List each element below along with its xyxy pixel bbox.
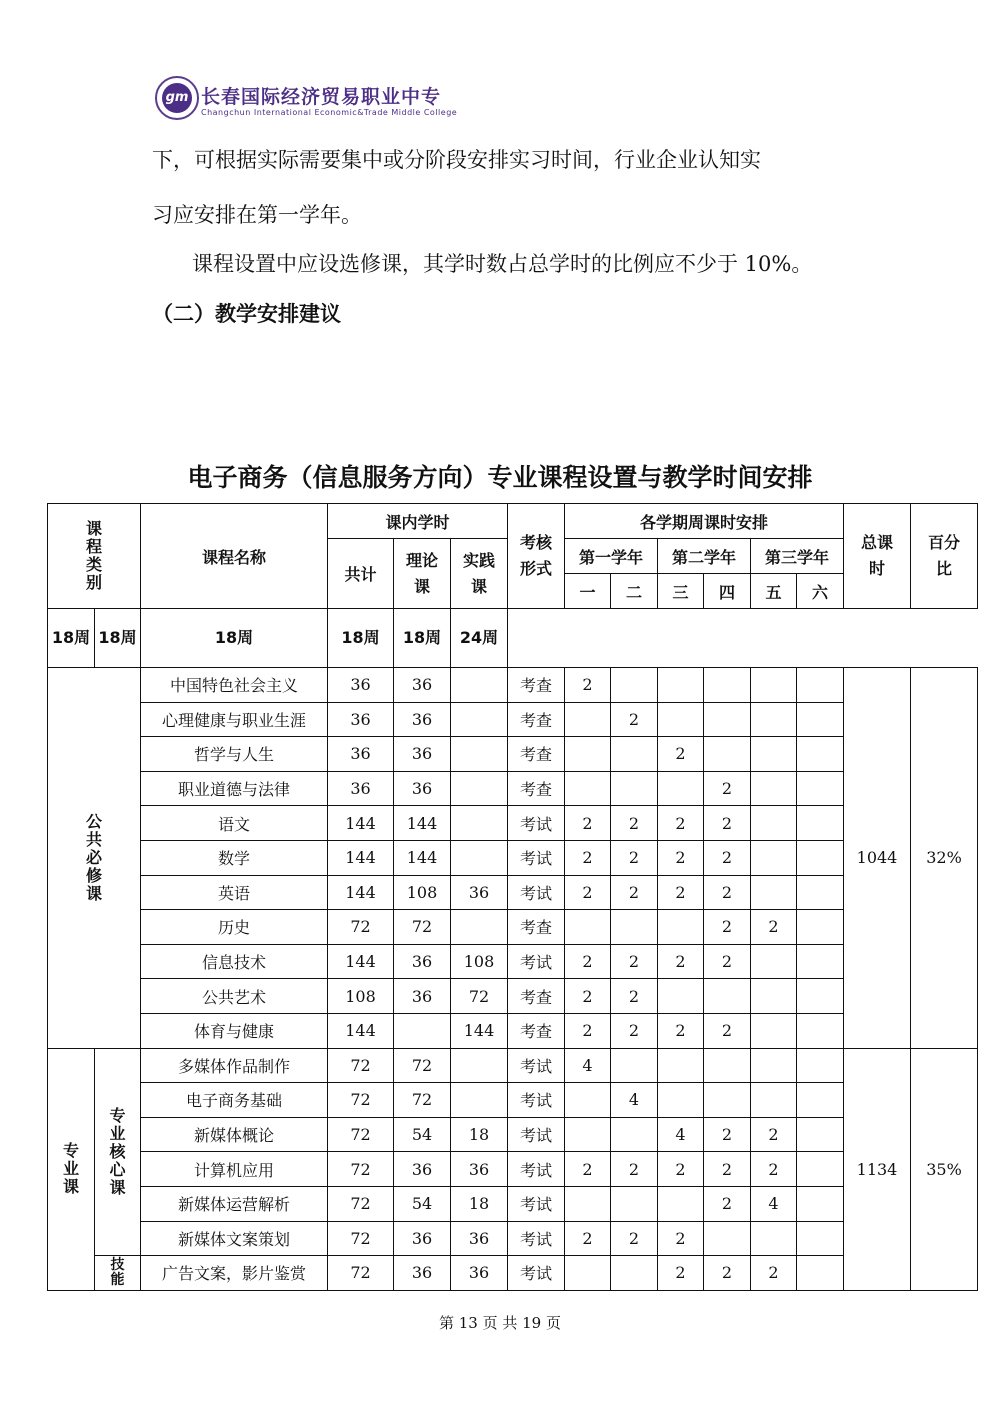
table-row: [48, 1152, 978, 1187]
subcategory-major-core: 专业核心课: [95, 1048, 141, 1256]
theory-hours-cell: 72: [394, 910, 451, 945]
exam-form-cell: 考试: [508, 1186, 565, 1221]
semester-hours-cell: [704, 1083, 751, 1118]
header-total: 共计: [328, 539, 394, 609]
total-hours-cell: 144: [328, 840, 394, 875]
semester-hours-cell: [797, 875, 844, 910]
total-hours-cell: 72: [328, 1048, 394, 1083]
semester-hours-cell: [797, 1048, 844, 1083]
practice-hours-cell: 72: [451, 979, 508, 1014]
semester-hours-cell: 2: [704, 1256, 751, 1291]
header-exam-form: 考核形式: [508, 504, 565, 609]
semester-hours-cell: 4: [611, 1083, 658, 1118]
practice-hours-cell: [451, 771, 508, 806]
exam-form-cell: 考试: [508, 1048, 565, 1083]
theory-hours-cell: 72: [394, 1048, 451, 1083]
semester-hours-cell: 2: [565, 668, 611, 703]
practice-hours-cell: 18: [451, 1186, 508, 1221]
semester-hours-cell: [751, 1048, 797, 1083]
header-category: 课程类别: [48, 504, 141, 609]
semester-hours-cell: [797, 979, 844, 1014]
semester-hours-cell: 2: [658, 806, 704, 841]
practice-hours-cell: [451, 737, 508, 772]
exam-form-cell: 考查: [508, 1013, 565, 1048]
theory-hours-cell: 36: [394, 668, 451, 703]
total-hours-cell: 108: [328, 979, 394, 1014]
semester-hours-cell: [611, 1117, 658, 1152]
semester-hours-cell: [751, 702, 797, 737]
semester-hours-cell: [658, 771, 704, 806]
semester-hours-cell: [797, 944, 844, 979]
theory-hours-cell: 36: [394, 979, 451, 1014]
practice-hours-cell: 36: [451, 1152, 508, 1187]
table-row: [48, 1048, 978, 1083]
course-name: 职业道德与法律: [141, 771, 328, 806]
semester-hours-cell: [751, 840, 797, 875]
paragraph-line-2: 习应安排在第一学年。: [152, 203, 362, 227]
table-row: [48, 979, 978, 1014]
table-row: [48, 1221, 978, 1256]
semester-hours-cell: 2: [565, 840, 611, 875]
semester-hours-cell: 4: [658, 1117, 704, 1152]
semester-hours-cell: 2: [658, 1013, 704, 1048]
group-percent: 35%: [911, 1048, 978, 1290]
semester-hours-cell: [751, 875, 797, 910]
semester-hours-cell: [797, 1186, 844, 1221]
semester-hours-cell: [565, 1186, 611, 1221]
header-semester: 三: [658, 574, 704, 609]
total-hours-cell: 36: [328, 668, 394, 703]
theory-hours-cell: 72: [394, 1083, 451, 1118]
semester-hours-cell: 2: [704, 944, 751, 979]
semester-hours-cell: 2: [565, 1013, 611, 1048]
school-name-cn: 长春国际经济贸易职业中专: [201, 86, 442, 108]
course-name: 公共艺术: [141, 979, 328, 1014]
table-row: [48, 806, 978, 841]
theory-hours-cell: 54: [394, 1186, 451, 1221]
header-year-3: 第三学年: [751, 539, 844, 574]
practice-hours-cell: [451, 1083, 508, 1118]
school-name-en: Changchun International Economic&Trade Middle College: [201, 108, 458, 117]
total-hours-cell: 72: [328, 910, 394, 945]
total-hours-cell: 36: [328, 702, 394, 737]
semester-hours-cell: [797, 702, 844, 737]
section-heading: （二）教学安排建议: [152, 302, 341, 326]
practice-hours-cell: 18: [451, 1117, 508, 1152]
semester-hours-cell: [704, 1221, 751, 1256]
semester-hours-cell: 2: [704, 875, 751, 910]
exam-form-cell: 考试: [508, 944, 565, 979]
header-total-hours: 总课时: [844, 504, 911, 609]
table-row: [48, 668, 978, 703]
semester-hours-cell: [751, 944, 797, 979]
total-hours-cell: 144: [328, 875, 394, 910]
table-row: [48, 1186, 978, 1221]
practice-hours-cell: [451, 910, 508, 945]
semester-hours-cell: [565, 702, 611, 737]
semester-hours-cell: [797, 1013, 844, 1048]
semester-hours-cell: 2: [565, 806, 611, 841]
semester-hours-cell: 2: [751, 1152, 797, 1187]
semester-hours-cell: [658, 702, 704, 737]
total-hours-cell: 36: [328, 737, 394, 772]
semester-hours-cell: 2: [751, 1256, 797, 1291]
semester-hours-cell: [658, 979, 704, 1014]
semester-hours-cell: [611, 1186, 658, 1221]
semester-hours-cell: [658, 910, 704, 945]
course-name: 心理健康与职业生涯: [141, 702, 328, 737]
semester-hours-cell: 2: [611, 875, 658, 910]
semester-hours-cell: 2: [565, 1152, 611, 1187]
semester-hours-cell: 2: [658, 737, 704, 772]
semester-hours-cell: [797, 737, 844, 772]
header-theory: 理论课: [394, 539, 451, 609]
semester-hours-cell: [704, 702, 751, 737]
semester-hours-cell: 2: [565, 1221, 611, 1256]
course-name: 语文: [141, 806, 328, 841]
exam-form-cell: 考试: [508, 1083, 565, 1118]
course-schedule-table: [47, 503, 978, 1291]
theory-hours-cell: 144: [394, 840, 451, 875]
semester-hours-cell: 2: [658, 1152, 704, 1187]
emblem-letters: gm: [162, 83, 192, 113]
semester-hours-cell: 2: [658, 875, 704, 910]
semester-hours-cell: [704, 979, 751, 1014]
semester-hours-cell: [565, 771, 611, 806]
exam-form-cell: 考试: [508, 806, 565, 841]
semester-hours-cell: 2: [611, 840, 658, 875]
paragraph-line-3: 课程设置中应设选修课，其学时数占总学时的比例应不少于 10%。: [192, 252, 813, 276]
course-name: 数学: [141, 840, 328, 875]
semester-hours-cell: 2: [751, 1117, 797, 1152]
practice-hours-cell: 36: [451, 875, 508, 910]
header-semester: 五: [751, 574, 797, 609]
semester-hours-cell: [704, 737, 751, 772]
table-row: [48, 875, 978, 910]
theory-hours-cell: 36: [394, 1256, 451, 1291]
semester-hours-cell: 2: [565, 875, 611, 910]
semester-hours-cell: 2: [704, 806, 751, 841]
semester-hours-cell: [658, 668, 704, 703]
theory-hours-cell: 108: [394, 875, 451, 910]
exam-form-cell: 考查: [508, 702, 565, 737]
category-public-required: 公共必修课: [48, 668, 141, 1049]
semester-hours-cell: 2: [704, 1186, 751, 1221]
practice-hours-cell: 108: [451, 944, 508, 979]
semester-hours-cell: [797, 806, 844, 841]
practice-hours-cell: 36: [451, 1256, 508, 1291]
exam-form-cell: 考查: [508, 979, 565, 1014]
semester-hours-cell: 4: [751, 1186, 797, 1221]
header-weeks: 18周: [95, 609, 141, 668]
table-row: [48, 840, 978, 875]
header-weeks: 18周: [394, 609, 451, 668]
semester-hours-cell: [611, 737, 658, 772]
group-percent: 32%: [911, 668, 978, 1049]
semester-hours-cell: 2: [658, 1256, 704, 1291]
semester-hours-cell: [751, 979, 797, 1014]
exam-form-cell: 考试: [508, 875, 565, 910]
subcategory-skill: 技能: [95, 1256, 141, 1291]
header-weeks: 18周: [141, 609, 328, 668]
semester-hours-cell: 2: [658, 1221, 704, 1256]
semester-hours-cell: [704, 668, 751, 703]
semester-hours-cell: [611, 1256, 658, 1291]
total-hours-cell: 72: [328, 1221, 394, 1256]
exam-form-cell: 考试: [508, 840, 565, 875]
semester-hours-cell: [565, 910, 611, 945]
table-row: [48, 737, 978, 772]
theory-hours-cell: [394, 1013, 451, 1048]
group-total-hours: 1134: [844, 1048, 911, 1290]
category-major: 专业课: [48, 1048, 95, 1290]
header-year-2: 第二学年: [658, 539, 751, 574]
semester-hours-cell: [797, 771, 844, 806]
semester-hours-cell: 2: [658, 944, 704, 979]
course-name: 信息技术: [141, 944, 328, 979]
semester-hours-cell: 2: [704, 910, 751, 945]
semester-hours-cell: [565, 737, 611, 772]
semester-hours-cell: [751, 1083, 797, 1118]
semester-hours-cell: [797, 1256, 844, 1291]
semester-hours-cell: 2: [611, 1152, 658, 1187]
course-name: 新媒体运营解析: [141, 1186, 328, 1221]
table-row: [48, 1256, 978, 1291]
group-total-hours: 1044: [844, 668, 911, 1049]
semester-hours-cell: [797, 1152, 844, 1187]
exam-form-cell: 考试: [508, 1256, 565, 1291]
exam-form-cell: 考试: [508, 1221, 565, 1256]
semester-hours-cell: [565, 1256, 611, 1291]
table-row: [48, 944, 978, 979]
practice-hours-cell: 36: [451, 1221, 508, 1256]
course-name: 英语: [141, 875, 328, 910]
total-hours-cell: 72: [328, 1186, 394, 1221]
paragraph-line-1: 下，可根据实际需要集中或分阶段安排实习时间，行业企业认知实: [152, 148, 761, 172]
semester-hours-cell: 2: [611, 944, 658, 979]
course-name: 新媒体文案策划: [141, 1221, 328, 1256]
course-name: 多媒体作品制作: [141, 1048, 328, 1083]
theory-hours-cell: 36: [394, 944, 451, 979]
header-weeks: 18周: [328, 609, 394, 668]
semester-hours-cell: 2: [565, 979, 611, 1014]
header-semester: 一: [565, 574, 611, 609]
table-row: [48, 1083, 978, 1118]
semester-hours-cell: 2: [704, 1013, 751, 1048]
header-class-hours: 课内学时: [328, 504, 508, 539]
semester-hours-cell: 2: [611, 1013, 658, 1048]
exam-form-cell: 考查: [508, 771, 565, 806]
course-name: 计算机应用: [141, 1152, 328, 1187]
semester-hours-cell: [611, 910, 658, 945]
total-hours-cell: 72: [328, 1256, 394, 1291]
semester-hours-cell: [797, 840, 844, 875]
practice-hours-cell: 144: [451, 1013, 508, 1048]
theory-hours-cell: 54: [394, 1117, 451, 1152]
total-hours-cell: 72: [328, 1083, 394, 1118]
total-hours-cell: 72: [328, 1117, 394, 1152]
course-name: 哲学与人生: [141, 737, 328, 772]
course-name: 历史: [141, 910, 328, 945]
semester-hours-cell: 2: [751, 910, 797, 945]
semester-hours-cell: [797, 1221, 844, 1256]
header-year-1: 第一学年: [565, 539, 658, 574]
semester-hours-cell: 2: [565, 944, 611, 979]
semester-hours-cell: [797, 910, 844, 945]
practice-hours-cell: [451, 1048, 508, 1083]
semester-hours-cell: [797, 1117, 844, 1152]
course-name: 中国特色社会主义: [141, 668, 328, 703]
semester-hours-cell: 2: [611, 1221, 658, 1256]
header-percent: 百分比: [911, 504, 978, 609]
semester-hours-cell: 2: [611, 702, 658, 737]
table-row: [48, 702, 978, 737]
header-practice: 实践课: [451, 539, 508, 609]
header-semester: 二: [611, 574, 658, 609]
theory-hours-cell: 36: [394, 702, 451, 737]
semester-hours-cell: 2: [704, 840, 751, 875]
table-row: [48, 910, 978, 945]
theory-hours-cell: 36: [394, 771, 451, 806]
course-name: 电子商务基础: [141, 1083, 328, 1118]
semester-hours-cell: [751, 668, 797, 703]
total-hours-cell: 144: [328, 1013, 394, 1048]
exam-form-cell: 考查: [508, 910, 565, 945]
header-weeks: 24周: [451, 609, 508, 668]
practice-hours-cell: [451, 806, 508, 841]
practice-hours-cell: [451, 840, 508, 875]
exam-form-cell: 考查: [508, 737, 565, 772]
total-hours-cell: 36: [328, 771, 394, 806]
semester-hours-cell: 4: [565, 1048, 611, 1083]
table-row: [48, 1117, 978, 1152]
semester-hours-cell: 2: [704, 771, 751, 806]
semester-hours-cell: [611, 668, 658, 703]
course-name: 体育与健康: [141, 1013, 328, 1048]
semester-hours-cell: [565, 1083, 611, 1118]
table-title: 电子商务（信息服务方向）专业课程设置与教学时间安排: [187, 463, 813, 492]
semester-hours-cell: 2: [611, 806, 658, 841]
semester-hours-cell: 2: [704, 1152, 751, 1187]
theory-hours-cell: 144: [394, 806, 451, 841]
semester-hours-cell: [797, 668, 844, 703]
semester-hours-cell: 2: [658, 840, 704, 875]
semester-hours-cell: 2: [704, 1117, 751, 1152]
header-weekly-schedule: 各学期周课时安排: [565, 504, 844, 539]
header-semester: 六: [797, 574, 844, 609]
total-hours-cell: 144: [328, 944, 394, 979]
school-logo: [155, 76, 475, 126]
semester-hours-cell: [658, 1048, 704, 1083]
total-hours-cell: 144: [328, 806, 394, 841]
semester-hours-cell: [658, 1083, 704, 1118]
header-weeks: 18周: [48, 609, 95, 668]
course-name: 广告文案，影片鉴赏: [141, 1256, 328, 1291]
semester-hours-cell: [704, 1048, 751, 1083]
semester-hours-cell: [751, 806, 797, 841]
exam-form-cell: 考查: [508, 668, 565, 703]
table-row: [48, 1013, 978, 1048]
course-name: 新媒体概论: [141, 1117, 328, 1152]
semester-hours-cell: [611, 771, 658, 806]
semester-hours-cell: [611, 1048, 658, 1083]
total-hours-cell: 72: [328, 1152, 394, 1187]
practice-hours-cell: [451, 702, 508, 737]
practice-hours-cell: [451, 668, 508, 703]
semester-hours-cell: [751, 1221, 797, 1256]
theory-hours-cell: 36: [394, 1152, 451, 1187]
semester-hours-cell: [658, 1186, 704, 1221]
header-semester: 四: [704, 574, 751, 609]
semester-hours-cell: 2: [611, 979, 658, 1014]
theory-hours-cell: 36: [394, 1221, 451, 1256]
header-course-name: 课程名称: [141, 504, 328, 609]
school-emblem-icon: [155, 76, 199, 120]
semester-hours-cell: [751, 1013, 797, 1048]
theory-hours-cell: 36: [394, 737, 451, 772]
exam-form-cell: 考试: [508, 1152, 565, 1187]
semester-hours-cell: [751, 771, 797, 806]
exam-form-cell: 考试: [508, 1117, 565, 1152]
semester-hours-cell: [565, 1117, 611, 1152]
page-footer: 第 13 页 共 19 页: [438, 1314, 561, 1332]
semester-hours-cell: [797, 1083, 844, 1118]
semester-hours-cell: [751, 737, 797, 772]
table-row: [48, 771, 978, 806]
